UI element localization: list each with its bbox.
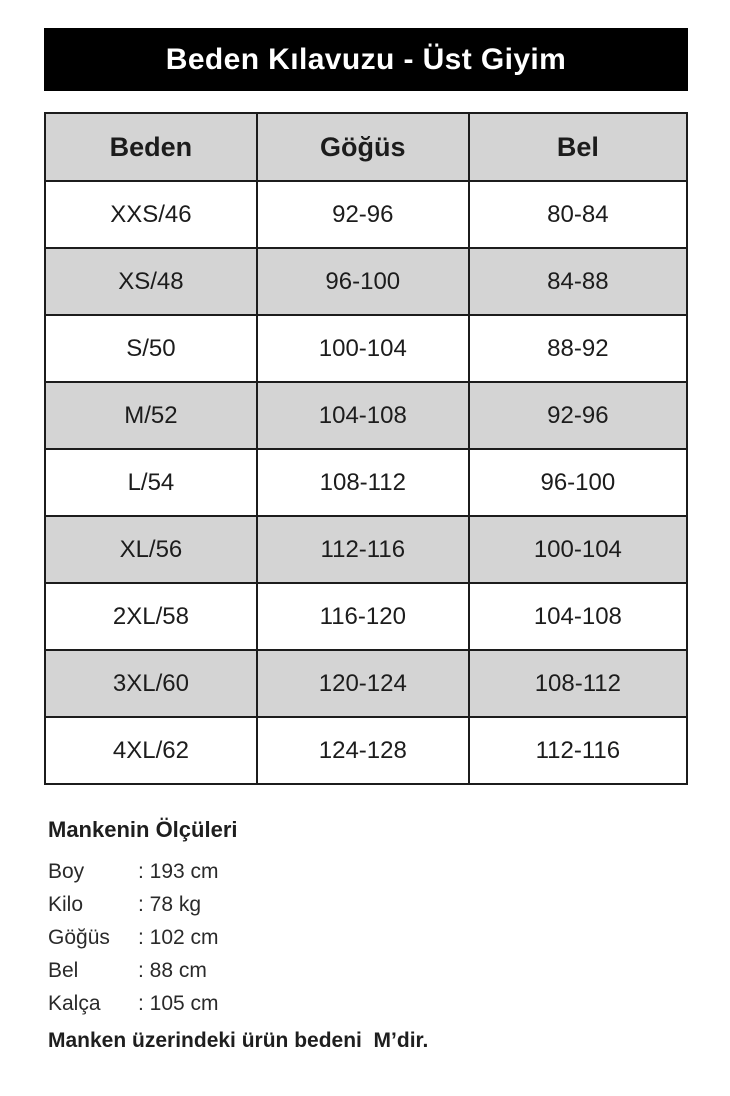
table-row <box>45 315 687 382</box>
table-row <box>45 516 687 583</box>
chest-cell: 104-108 <box>257 382 469 449</box>
column-header-size: Beden <box>45 113 257 181</box>
table-row <box>45 650 687 717</box>
waist-cell: 80-84 <box>469 181 687 248</box>
measurement-value: : 88 cm <box>138 959 207 982</box>
column-header-waist: Bel <box>469 113 687 181</box>
table-row <box>45 449 687 516</box>
table-row <box>45 717 687 784</box>
waist-cell: 108-112 <box>469 650 687 717</box>
chest-cell: 116-120 <box>257 583 469 650</box>
chest-cell: 96-100 <box>257 248 469 315</box>
size-cell: L/54 <box>45 449 257 516</box>
size-cell: 2XL/58 <box>45 583 257 650</box>
size-cell: 3XL/60 <box>45 650 257 717</box>
measurement-value: : 193 cm <box>138 860 219 883</box>
size-cell: M/52 <box>45 382 257 449</box>
size-cell: XL/56 <box>45 516 257 583</box>
measurement-row-height <box>48 861 688 882</box>
waist-cell: 112-116 <box>469 717 687 784</box>
table-header-row <box>45 113 687 181</box>
size-cell: XS/48 <box>45 248 257 315</box>
measurement-value: : 102 cm <box>138 926 219 949</box>
table-row <box>45 248 687 315</box>
column-header-chest: Göğüs <box>257 113 469 181</box>
model-measurements <box>44 817 688 1053</box>
measurement-label: Kalça <box>48 992 101 1015</box>
waist-cell: 104-108 <box>469 583 687 650</box>
waist-cell: 84-88 <box>469 248 687 315</box>
waist-cell: 100-104 <box>469 516 687 583</box>
waist-cell: 88-92 <box>469 315 687 382</box>
table-row <box>45 181 687 248</box>
measurement-row-waist <box>48 960 688 981</box>
waist-cell: 92-96 <box>469 382 687 449</box>
chest-cell: 100-104 <box>257 315 469 382</box>
chest-cell: 112-116 <box>257 516 469 583</box>
measurements-heading: Mankenin Ölçüleri <box>48 817 238 842</box>
measurement-value: : 78 kg <box>138 893 202 916</box>
measurement-label: Göğüs <box>48 926 110 949</box>
waist-cell: 96-100 <box>469 449 687 516</box>
measurement-row-weight <box>48 894 688 915</box>
size-cell: XXS/46 <box>45 181 257 248</box>
page-title: Beden Kılavuzu - Üst Giyim <box>165 42 567 76</box>
measurement-row-chest <box>48 927 688 948</box>
measurement-label: Bel <box>48 959 79 982</box>
title-bar <box>44 28 688 91</box>
chest-cell: 92-96 <box>257 181 469 248</box>
size-table <box>44 112 688 785</box>
chest-cell: 120-124 <box>257 650 469 717</box>
table-row <box>45 382 687 449</box>
measurement-row-hip <box>48 993 688 1014</box>
product-size-note: Manken üzerindeki ürün bedeni M’dir. <box>48 1029 429 1052</box>
measurement-value: : 105 cm <box>138 992 219 1015</box>
size-cell: 4XL/62 <box>45 717 257 784</box>
measurement-label: Boy <box>48 860 85 883</box>
table-row <box>45 583 687 650</box>
chest-cell: 124-128 <box>257 717 469 784</box>
measurement-label: Kilo <box>48 893 84 916</box>
size-cell: S/50 <box>45 315 257 382</box>
chest-cell: 108-112 <box>257 449 469 516</box>
